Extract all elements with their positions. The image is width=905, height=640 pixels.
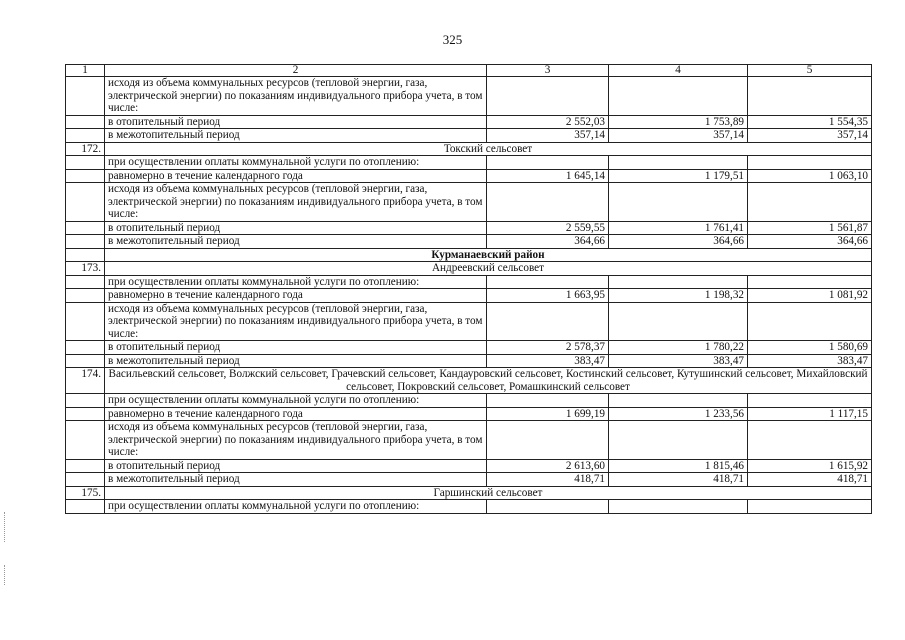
value-col-3: 1 645,14 [487, 169, 609, 183]
row-index-cell [66, 235, 105, 249]
value-col-5: 357,14 [748, 129, 872, 143]
value-col-3: 1 663,95 [487, 289, 609, 303]
value-col-3 [487, 183, 609, 222]
value-col-4: 383,47 [609, 354, 748, 368]
column-number-4: 4 [609, 65, 748, 77]
column-number-3: 3 [487, 65, 609, 77]
value-col-3 [487, 500, 609, 514]
value-col-5: 1 554,35 [748, 115, 872, 129]
value-col-5 [748, 394, 872, 408]
value-col-4: 364,66 [609, 235, 748, 249]
row-label: исходя из объема коммунальных ресурсов (тепловой энергии, газа, электрической энергии) по показаниям индивидуального прибора учета, в том числе: [105, 302, 487, 341]
table-row [66, 500, 872, 514]
value-col-3: 2 578,37 [487, 341, 609, 355]
value-col-5 [748, 500, 872, 514]
value-col-4 [609, 183, 748, 222]
table-row [66, 341, 872, 355]
row-index-cell [66, 421, 105, 460]
section-row [66, 142, 872, 156]
value-col-3: 2 552,03 [487, 115, 609, 129]
row-index-cell [66, 407, 105, 421]
section-index: 173. [66, 262, 105, 276]
value-col-4 [609, 77, 748, 116]
tariff-table [65, 64, 872, 514]
column-number-1: 1 [66, 65, 105, 77]
value-col-5 [748, 156, 872, 170]
value-col-5: 418,71 [748, 473, 872, 487]
row-label: в отопительный период [105, 459, 487, 473]
table-row [66, 156, 872, 170]
scan-margin-mark [4, 512, 7, 542]
section-row [66, 486, 872, 500]
value-col-5: 1 117,15 [748, 407, 872, 421]
row-index-cell [66, 221, 105, 235]
value-col-5: 364,66 [748, 235, 872, 249]
region-title: Курманаевский район [105, 248, 872, 262]
row-index-cell [66, 341, 105, 355]
value-col-4: 1 198,32 [609, 289, 748, 303]
column-number-5: 5 [748, 65, 872, 77]
value-col-4: 1 753,89 [609, 115, 748, 129]
value-col-5 [748, 183, 872, 222]
table-row [66, 459, 872, 473]
value-col-5 [748, 302, 872, 341]
row-label: в отопительный период [105, 341, 487, 355]
value-col-4: 1 780,22 [609, 341, 748, 355]
row-label: при осуществлении оплаты коммунальной услуги по отоплению: [105, 394, 487, 408]
value-col-3 [487, 421, 609, 460]
table-row [66, 77, 872, 116]
value-col-5: 1 063,10 [748, 169, 872, 183]
value-col-3: 418,71 [487, 473, 609, 487]
value-col-4: 357,14 [609, 129, 748, 143]
value-col-4: 1 233,56 [609, 407, 748, 421]
value-col-3: 364,66 [487, 235, 609, 249]
section-index: 172. [66, 142, 105, 156]
row-label: в отопительный период [105, 221, 487, 235]
table-row [66, 221, 872, 235]
value-col-4: 1 179,51 [609, 169, 748, 183]
section-title: Токский сельсовет [105, 142, 872, 156]
table-row [66, 473, 872, 487]
row-index-cell [66, 115, 105, 129]
value-col-4 [609, 421, 748, 460]
row-index-cell [66, 275, 105, 289]
value-col-4 [609, 500, 748, 514]
section-row [66, 262, 872, 276]
region-row [66, 248, 872, 262]
section-title: Андреевский сельсовет [105, 262, 872, 276]
value-col-5: 1 081,92 [748, 289, 872, 303]
section-title: Гаршинский сельсовет [105, 486, 872, 500]
row-label: при осуществлении оплаты коммунальной услуги по отоплению: [105, 156, 487, 170]
table-row [66, 421, 872, 460]
table-row [66, 407, 872, 421]
row-label: в межотопительный период [105, 354, 487, 368]
row-label: при осуществлении оплаты коммунальной услуги по отоплению: [105, 275, 487, 289]
table-row [66, 169, 872, 183]
value-col-4: 1 815,46 [609, 459, 748, 473]
value-col-4 [609, 156, 748, 170]
row-index-cell [66, 473, 105, 487]
value-col-4: 1 761,41 [609, 221, 748, 235]
section-index: 174. [66, 368, 105, 394]
row-label: при осуществлении оплаты коммунальной услуги по отоплению: [105, 500, 487, 514]
table-row [66, 115, 872, 129]
table-row [66, 394, 872, 408]
row-index-cell [66, 129, 105, 143]
value-col-3 [487, 77, 609, 116]
section-index: 175. [66, 486, 105, 500]
row-index-cell [66, 169, 105, 183]
row-label: исходя из объема коммунальных ресурсов (тепловой энергии, газа, электрической энергии) по показаниям индивидуального прибора учета, в том числе: [105, 421, 487, 460]
value-col-3: 1 699,19 [487, 407, 609, 421]
row-label: равномерно в течение календарного года [105, 169, 487, 183]
value-col-5: 1 615,92 [748, 459, 872, 473]
row-label: в межотопительный период [105, 473, 487, 487]
row-index-cell [66, 354, 105, 368]
row-index-cell [66, 77, 105, 116]
row-label: в межотопительный период [105, 235, 487, 249]
value-col-3 [487, 275, 609, 289]
region-index-cell [66, 248, 105, 262]
table-row [66, 302, 872, 341]
table-row [66, 235, 872, 249]
value-col-3: 383,47 [487, 354, 609, 368]
page-number: 325 [442, 32, 463, 47]
table-row [66, 289, 872, 303]
section-row [66, 368, 872, 394]
row-index-cell [66, 156, 105, 170]
value-col-3: 357,14 [487, 129, 609, 143]
value-col-5 [748, 77, 872, 116]
row-label: в отопительный период [105, 115, 487, 129]
row-label: в межотопительный период [105, 129, 487, 143]
table-row [66, 183, 872, 222]
row-label: исходя из объема коммунальных ресурсов (тепловой энергии, газа, электрической энергии) по показаниям индивидуального прибора учета, в том числе: [105, 77, 487, 116]
value-col-4 [609, 394, 748, 408]
value-col-5: 1 561,87 [748, 221, 872, 235]
table-row [66, 129, 872, 143]
value-col-3 [487, 302, 609, 341]
value-col-5: 1 580,69 [748, 341, 872, 355]
section-title: Васильевский сельсовет, Волжский сельсовет, Грачевский сельсовет, Кандауровский сельсовет, Костинский сельсовет, Кутушинский сельсовет, Михайловский сельсовет, Покровский сельсовет, Ромашкинский сельсовет [105, 368, 872, 394]
row-label: равномерно в течение календарного года [105, 407, 487, 421]
row-label: исходя из объема коммунальных ресурсов (тепловой энергии, газа, электрической энергии) по показаниям индивидуального прибора учета, в том числе: [105, 183, 487, 222]
value-col-5 [748, 275, 872, 289]
scan-margin-mark [4, 565, 7, 585]
row-index-cell [66, 183, 105, 222]
row-label: равномерно в течение календарного года [105, 289, 487, 303]
value-col-5: 383,47 [748, 354, 872, 368]
value-col-5 [748, 421, 872, 460]
row-index-cell [66, 394, 105, 408]
value-col-4 [609, 275, 748, 289]
value-col-3 [487, 156, 609, 170]
value-col-3: 2 559,55 [487, 221, 609, 235]
value-col-4 [609, 302, 748, 341]
value-col-3: 2 613,60 [487, 459, 609, 473]
row-index-cell [66, 500, 105, 514]
row-index-cell [66, 289, 105, 303]
value-col-3 [487, 394, 609, 408]
row-index-cell [66, 302, 105, 341]
column-number-row [66, 65, 872, 77]
table-row [66, 354, 872, 368]
column-number-2: 2 [105, 65, 487, 77]
row-index-cell [66, 459, 105, 473]
value-col-4: 418,71 [609, 473, 748, 487]
table-row [66, 275, 872, 289]
